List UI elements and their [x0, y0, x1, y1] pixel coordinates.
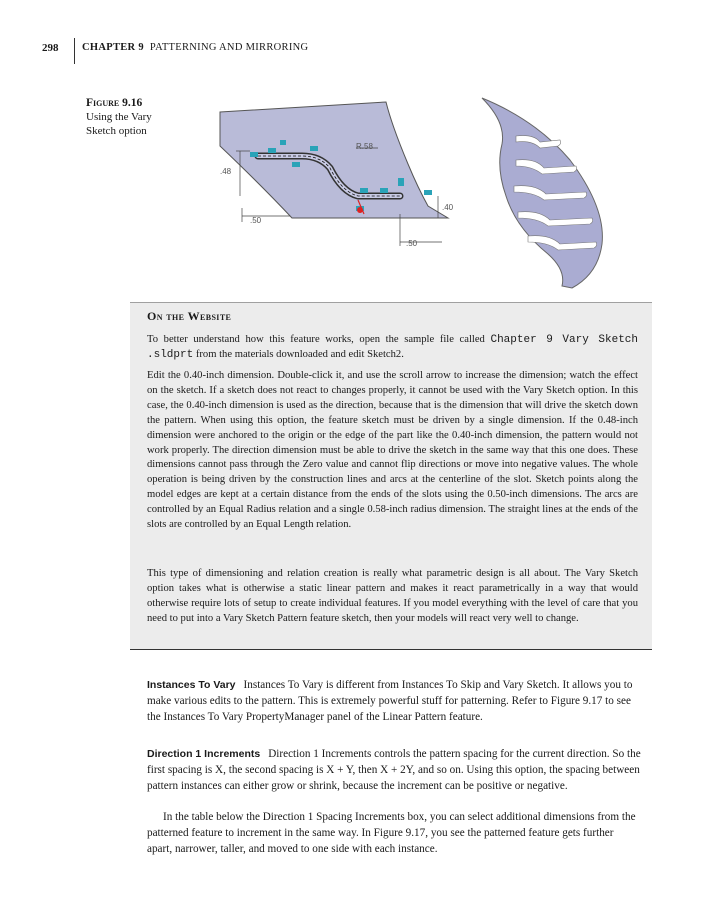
- website-paragraph-2: Edit the 0.40-inch dimension. Double-click it, and use the scroll arrow to increase the dimension; watch the effect on the sketch. If a sketch does not react to changes properly, it cannot be used with the Vary Sketch option. In this case, the 0.40-inch dimension is used as the direction, because that is the dimension that will drive the sketch down the pattern. When using this option, the feature sketch must be driven by a single dimension. If the 0.48-inch dimension were anchored to the origin or the edge of the part like the 0.40-inch dimension, the pattern would not work properly. The direction dimension must be able to drive the sketch in the same way that this one does. These dimensions cannot pass through the Zero value and cannot flip directions or move into negative values. The whole operation is being driven by the construction lines and arcs at the centerline of the slot. Sketch points along the model edges are kept at a certain distance from the ends of the slots using the 0.50-inch dimensions. The arcs are controlled by an Equal Radius relation and a single 0.58-inch radius dimension. The straight lines at the ends of the slots are controlled by an Equal Length relation.: [147, 370, 638, 531]
- figure-caption-text: Using the Vary Sketch option: [86, 111, 152, 137]
- instances-to-vary-heading: Instances To Vary: [147, 679, 236, 691]
- sample-filename: Chapter 9 Vary Sketch: [490, 334, 639, 346]
- direction-increments-heading: Direction 1 Increments: [147, 748, 261, 760]
- website-paragraph-1: [147, 333, 638, 363]
- sketch-part-face: [220, 102, 448, 218]
- header-divider: [74, 38, 75, 64]
- instances-to-vary-paragraph: [147, 678, 641, 725]
- figure-label: Figure 9.16: [86, 97, 143, 109]
- website-paragraph-3: This type of dimensioning and relation creation is really what parametric design is all about. The Vary Sketch option takes what is otherwise a static linear pattern and makes it react parametrically in a way that would otherwise require lots of setup to create individual features. If you model everything with the level of care that you need to put into a Vary Sketch Pattern feature sketch, then your models will react very well to change.: [147, 568, 638, 624]
- dim-r58: R.58: [356, 142, 373, 151]
- website-title: On the Website: [147, 309, 232, 323]
- p1-text-b: from the materials downloaded and edit Sketch2.: [195, 348, 404, 360]
- running-header: [82, 42, 308, 53]
- direction-increments-text: Direction 1 Increments controls the pattern spacing for the current direction. So the first spacing is X, the second spacing is X + Y, then X + 2Y, and so on. Using this option, the spacing between pattern instances can either grow or shrink, because the increment can be positive or negative.: [147, 748, 641, 792]
- sample-extension: .sldprt: [147, 348, 194, 361]
- dim-48: .48: [220, 167, 232, 176]
- spacing-increments-paragraph: In the table below the Direction 1 Spacing Increments box, you can select additional dimensions from the patterned feature to increment in the same way. In Figure 9.17, you see the patterned feature gets further apart, narrower, taller, and moved to one side with each instance.: [147, 811, 636, 855]
- figure-image: [210, 96, 610, 292]
- p1-text-a: To better understand how this feature works, open the sample file called: [147, 334, 485, 345]
- page-number: 298: [42, 42, 59, 54]
- dim-50-bottom: .50: [406, 239, 418, 248]
- chapter-title: PATTERNING AND MIRRORING: [149, 42, 309, 53]
- chapter-label: CHAPTER 9: [82, 42, 144, 53]
- dim-40: .40: [442, 203, 454, 212]
- figure-caption: [86, 96, 176, 138]
- direction-increments-paragraph: [147, 747, 641, 794]
- instances-to-vary-text: Instances To Vary is different from Instances To Skip and Vary Sketch. It allows you to make various edits to the pattern. This is extremely powerful stuff for patterning. Refer to Figure 9.17 to see the Instances To Vary PropertyManager panel of the Linear Pattern feature.: [147, 679, 633, 723]
- dim-50-left: .50: [250, 216, 262, 225]
